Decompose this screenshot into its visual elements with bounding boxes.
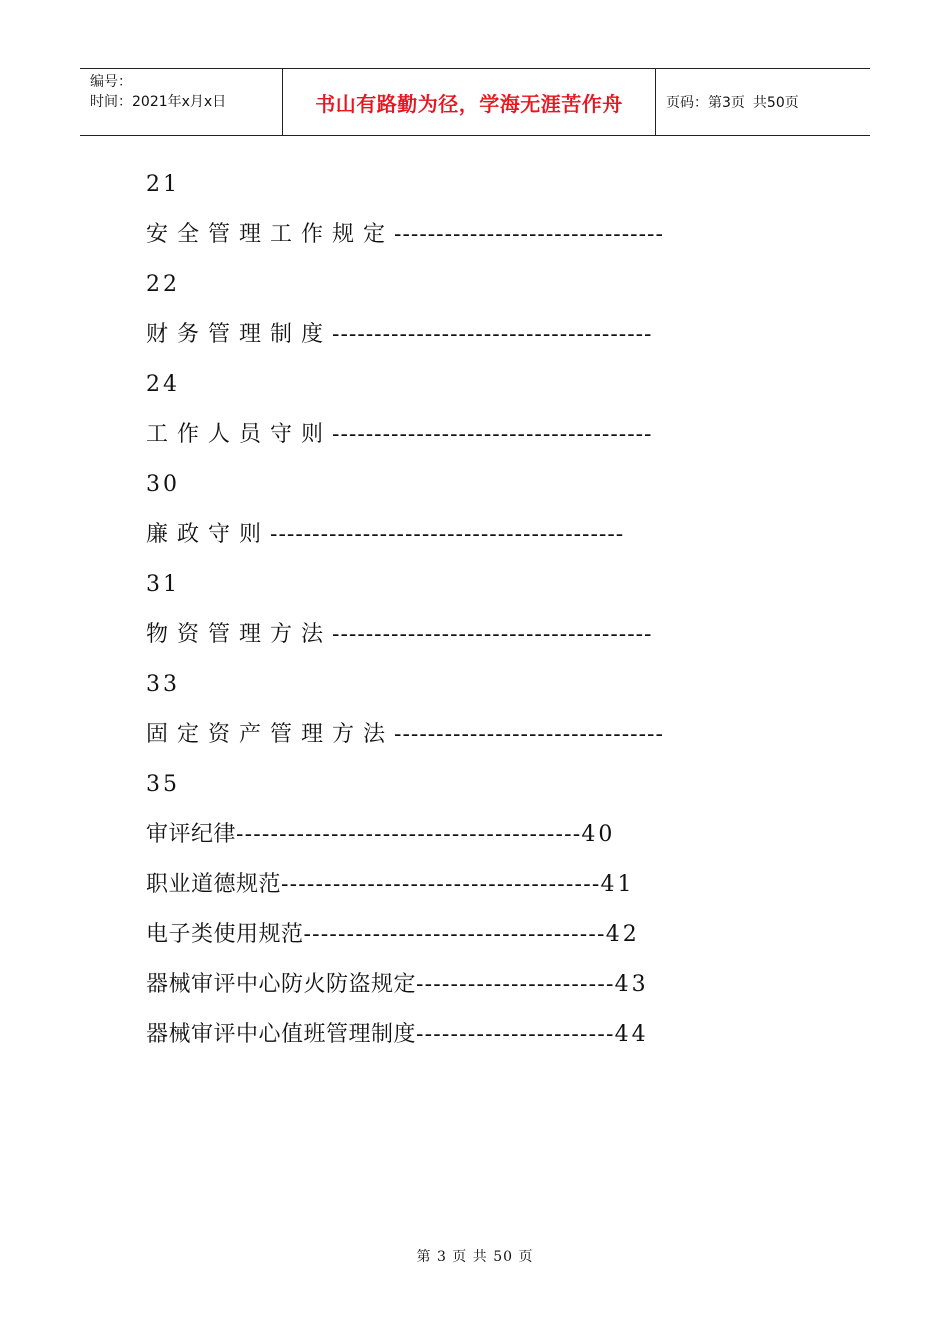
header-page-number: 页码：第3页 <box>666 95 745 111</box>
toc-leader: -------------------------------- <box>394 222 664 247</box>
toc-entry <box>146 718 826 768</box>
toc-entry <box>146 968 826 1018</box>
toc-page-number: 35 <box>146 772 180 797</box>
toc-title: 审评纪律 <box>146 822 237 847</box>
table-of-contents <box>146 168 826 1068</box>
toc-title: 职业道德规范 <box>146 872 282 897</box>
toc-page-number: 22 <box>146 272 180 297</box>
toc-entry <box>146 618 826 668</box>
toc-page-number: 24 <box>146 372 180 397</box>
header-motto-cell <box>282 69 656 135</box>
toc-entry <box>146 568 826 618</box>
toc-leader: ----------------------- <box>416 1022 615 1047</box>
toc-leader: -------------------------------------- <box>332 322 653 347</box>
toc-entry <box>146 218 826 268</box>
footer-page-indicator: 第 3 页 共 50 页 <box>416 1249 534 1265</box>
toc-title: 安全管理工作规定 <box>146 222 395 247</box>
toc-title: 财务管理制度 <box>146 322 333 347</box>
toc-entry <box>146 318 826 368</box>
toc-entry <box>146 468 826 518</box>
toc-leader: ------------------------------------- <box>281 872 601 897</box>
toc-title: 工作人员守则 <box>146 422 333 447</box>
toc-page-number: 43 <box>614 972 649 997</box>
document-number-label: 编号： <box>90 74 132 90</box>
toc-page-number: 44 <box>614 1022 649 1047</box>
toc-page-number: 33 <box>146 672 180 697</box>
header-meta <box>80 69 282 135</box>
toc-entry <box>146 1018 826 1068</box>
toc-page-number: 21 <box>146 172 180 197</box>
toc-title: 固定资产管理方法 <box>146 722 395 747</box>
toc-entry <box>146 818 826 868</box>
toc-entry <box>146 368 826 418</box>
toc-leader: -------------------------------------- <box>332 622 653 647</box>
toc-entry <box>146 168 826 218</box>
header-page-info <box>656 69 870 135</box>
toc-title: 器械审评中心防火防盗规定 <box>146 972 417 997</box>
toc-leader: ---------------------------------------- <box>236 822 582 847</box>
toc-page-number: 42 <box>605 922 640 947</box>
toc-title: 物资管理方法 <box>146 622 333 647</box>
toc-leader: -------------------------------------- <box>332 422 653 447</box>
toc-leader: -------------------------------- <box>394 722 664 747</box>
toc-title: 廉政守则 <box>146 522 271 547</box>
toc-page-number: 40 <box>581 822 616 847</box>
toc-title: 器械审评中心值班管理制度 <box>146 1022 417 1047</box>
header-page-total: 共50页 <box>752 95 799 111</box>
page-header <box>80 68 870 136</box>
toc-page-number: 30 <box>146 472 180 497</box>
toc-page-number: 41 <box>600 872 635 897</box>
toc-entry <box>146 768 826 818</box>
toc-entry <box>146 518 826 568</box>
toc-leader: ----------------------------------- <box>303 922 606 947</box>
toc-page-number: 31 <box>146 572 180 597</box>
toc-leader: ------------------------------------------ <box>270 522 625 547</box>
toc-title: 电子类使用规范 <box>146 922 304 947</box>
toc-entry <box>146 918 826 968</box>
header-motto: 书山有路勤为径，学海无涯苦作舟 <box>315 91 623 116</box>
toc-entry <box>146 668 826 718</box>
page-footer <box>0 1246 950 1266</box>
document-time-label: 时间：2021年x月x日 <box>90 94 227 110</box>
toc-entry <box>146 268 826 318</box>
toc-entry <box>146 868 826 918</box>
toc-entry <box>146 418 826 468</box>
toc-leader: ----------------------- <box>416 972 615 997</box>
